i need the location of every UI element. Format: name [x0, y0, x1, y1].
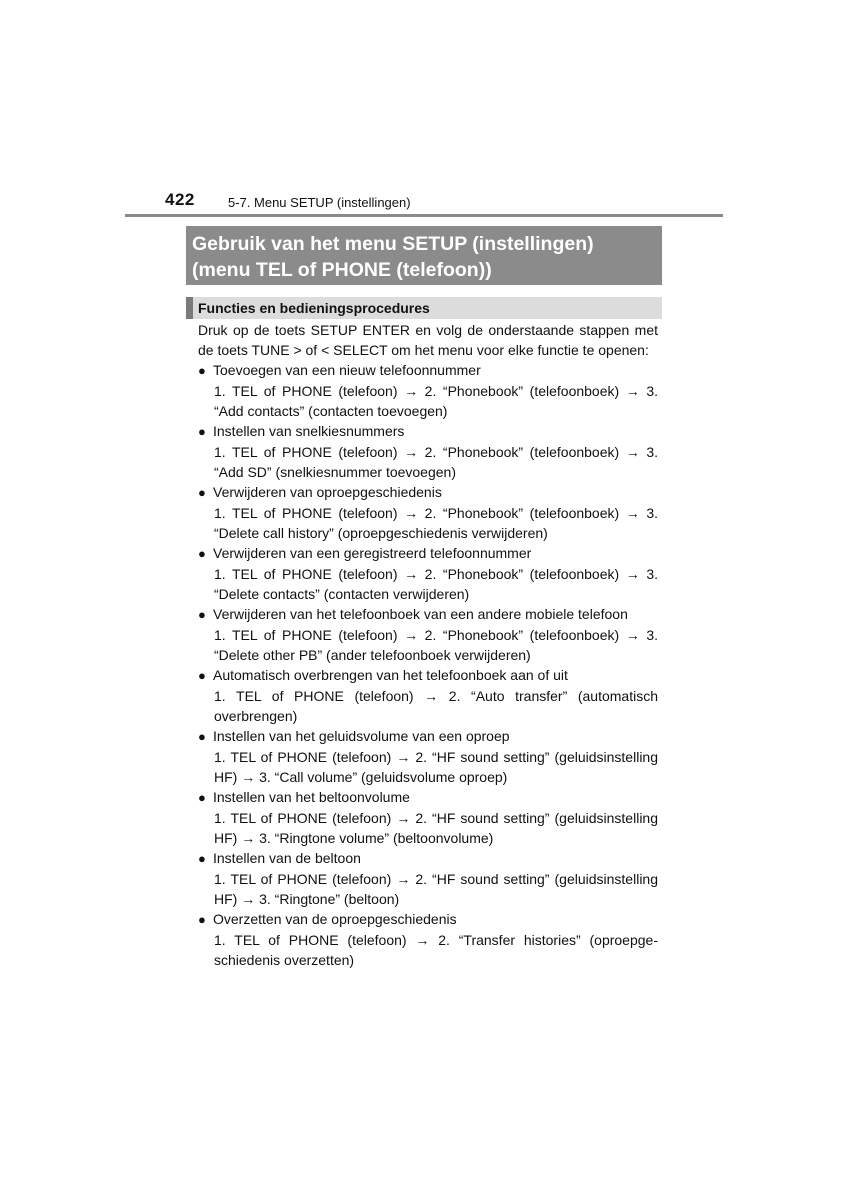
- list-item-label: Instellen van het beltoonvolume: [213, 789, 410, 805]
- bullet-icon: ●: [198, 607, 206, 622]
- list-item: [198, 665, 658, 726]
- bullet-icon: ●: [198, 668, 206, 683]
- list-item-label: Instellen van snelkiesnummers: [213, 423, 405, 439]
- list-item-title: [198, 360, 658, 381]
- list-item-title: [198, 909, 658, 930]
- list-item-path: 1. TEL of PHONE (telefoon) → 2. “HF sound setting” (geluidsinstelling HF) → 3. “Ringtone” (beltoon): [214, 871, 658, 907]
- list-item: [198, 787, 658, 848]
- list-item-path: 1. TEL of PHONE (telefoon) → 2. “HF sound setting” (geluidsinstelling HF) → 3. “Call volume” (geluidsvolume oproep): [214, 749, 658, 785]
- bullet-icon: ●: [198, 485, 206, 500]
- bullet-icon: ●: [198, 424, 206, 439]
- section-heading-label: Functies en bedieningsprocedures: [198, 300, 430, 316]
- bullet-icon: ●: [198, 546, 206, 561]
- function-list: [198, 360, 658, 970]
- bullet-icon: ●: [198, 912, 206, 927]
- section-heading: [186, 297, 662, 319]
- list-item-path: 1. TEL of PHONE (telefoon) → 2. “Transfer histories” (oproepgeschiedenis overzetten): [214, 932, 658, 968]
- list-item-path: 1. TEL of PHONE (telefoon) → 2. “Phonebook” (telefoonboek) → 3. “Add SD” (snelkiesnummer toevoegen): [214, 444, 658, 480]
- list-item-path: 1. TEL of PHONE (telefoon) → 2. “Phonebook” (telefoonboek) → 3. “Add contacts” (contacten toevoegen): [214, 383, 658, 419]
- list-item: [198, 482, 658, 543]
- list-item: [198, 909, 658, 970]
- list-item-title: [198, 726, 658, 747]
- list-item-path: 1. TEL of PHONE (telefoon) → 2. “Auto transfer” (automatisch overbrengen): [214, 688, 658, 724]
- list-item-label: Verwijderen van oproepgeschiedenis: [213, 484, 442, 500]
- list-item-label: Toevoegen van een nieuw telefoonnummer: [213, 362, 481, 378]
- list-item-title: [198, 421, 658, 442]
- list-item: [198, 604, 658, 665]
- list-item-title: [198, 665, 658, 686]
- list-item-path: 1. TEL of PHONE (telefoon) → 2. “Phonebook” (telefoonboek) → 3. “Delete call history” (oproepgeschiedenis verwijderen): [214, 505, 658, 541]
- bullet-icon: ●: [198, 790, 206, 805]
- list-item: [198, 848, 658, 909]
- header-rule: [125, 214, 723, 217]
- list-item: [198, 543, 658, 604]
- list-item-path: 1. TEL of PHONE (telefoon) → 2. “HF sound setting” (geluidsinstelling HF) → 3. “Ringtone volume” (beltoonvolume): [214, 810, 658, 846]
- page-title-line-2: (menu TEL of PHONE (telefoon)): [192, 259, 492, 281]
- list-item: [198, 726, 658, 787]
- list-item-label: Automatisch overbrengen van het telefoonboek aan of uit: [213, 667, 568, 683]
- list-item-path: 1. TEL of PHONE (telefoon) → 2. “Phonebook” (telefoonboek) → 3. “Delete other PB” (ander telefoonboek verwijderen): [214, 627, 658, 663]
- list-item-title: [198, 604, 658, 625]
- bullet-icon: ●: [198, 729, 206, 744]
- list-item-label: Verwijderen van een geregistreerd telefoonnummer: [213, 545, 532, 561]
- list-item-label: Instellen van het geluidsvolume van een oproep: [213, 728, 510, 744]
- intro-paragraph: Druk op de toets SETUP ENTER en volg de onderstaande stappen met de toets TUNE > of < SELECT om het menu voor elke functie te openen:: [198, 322, 658, 358]
- list-item-label: Overzetten van de oproepgeschiedenis: [213, 911, 457, 927]
- list-item: [198, 360, 658, 421]
- section-body: [198, 320, 658, 970]
- list-item-title: [198, 848, 658, 869]
- list-item-path: 1. TEL of PHONE (telefoon) → 2. “Phonebook” (telefoonboek) → 3. “Delete contacts” (contacten verwijderen): [214, 566, 658, 602]
- page-title: [186, 226, 662, 285]
- page-number: 422: [165, 190, 195, 209]
- list-item-title: [198, 543, 658, 564]
- bullet-icon: ●: [198, 851, 206, 866]
- list-item-title: [198, 787, 658, 808]
- bullet-icon: ●: [198, 363, 206, 378]
- list-item-label: Verwijderen van het telefoonboek van een andere mobiele telefoon: [213, 606, 628, 622]
- breadcrumb: 5-7. Menu SETUP (instellingen): [228, 195, 411, 210]
- list-item-label: Instellen van de beltoon: [213, 850, 361, 866]
- list-item: [198, 421, 658, 482]
- page-title-line-1: Gebruik van het menu SETUP (instellingen): [192, 233, 594, 255]
- list-item-title: [198, 482, 658, 503]
